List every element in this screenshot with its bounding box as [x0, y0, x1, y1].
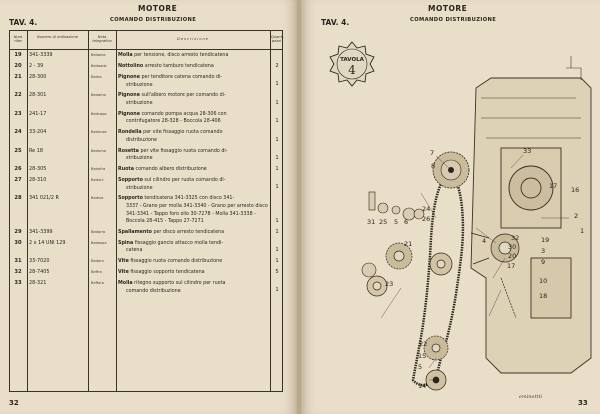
part-detail: per disco arresto tendicatena — [153, 229, 225, 235]
col-header-description: Descrizione — [177, 37, 209, 41]
part-description — [118, 52, 268, 60]
description-continuation: stribuzione — [126, 185, 153, 191]
telegraphic-note: Beffaro — [91, 281, 104, 285]
part-description — [118, 111, 268, 126]
quantity: 1 — [275, 287, 279, 294]
quantity: 5 — [275, 269, 279, 275]
callout-14: 14 — [418, 382, 427, 390]
part-name: Pignone — [118, 93, 140, 99]
quantity: 2 — [275, 63, 279, 69]
part-name: Pignone — [118, 75, 140, 80]
callout-17b: 17 — [507, 262, 516, 270]
part-detail: per tensione, disco arresto tendicatena — [134, 53, 229, 58]
part-description — [118, 258, 268, 266]
callout-10: 10 — [539, 277, 548, 285]
part-name: Vite — [118, 259, 129, 264]
callout-30: 30 — [508, 243, 517, 251]
parts-table — [9, 30, 283, 392]
page-title: MOTORE — [138, 4, 178, 13]
order-code: 2 - 39 — [29, 63, 44, 69]
ref-number: 32 — [14, 269, 22, 275]
description-line — [118, 129, 268, 137]
part-detail: sul cilindro per ruota comando di- — [144, 178, 226, 183]
part-description — [118, 280, 268, 295]
callout-5a: 5 — [394, 218, 399, 226]
table-number-right: TAV. 4. — [321, 18, 350, 27]
order-code: 28-7405 — [29, 269, 50, 275]
ref-number: 30 — [14, 239, 22, 246]
description-line — [118, 92, 268, 100]
order-code: 341 021/2 R — [29, 195, 59, 202]
part-detail: per tenditore catena comando di- — [141, 75, 223, 80]
callout-4: 4 — [482, 237, 487, 245]
col-header-qty: Quanti- pezzi — [271, 35, 285, 44]
part-detail: tendicatena 341-3325 con disco 341- — [144, 196, 235, 202]
description-line — [118, 195, 268, 203]
part-detail: fissaggio ruota comando distribuzione — [130, 259, 223, 264]
part-name: Sopporto — [118, 178, 143, 183]
order-code: 28-300 — [29, 74, 47, 80]
telegraphic-note: Bedero — [91, 259, 104, 263]
callout-25: 25 — [379, 218, 388, 226]
order-code: 341-3399 — [29, 228, 53, 235]
tavola-badge — [328, 40, 376, 88]
description-line — [118, 177, 268, 185]
quantity: 1 — [275, 166, 279, 172]
part-detail: fissaggio sopporto tendicatena — [130, 270, 205, 275]
col-header-code: Numero di ordinazione — [37, 35, 78, 39]
part-description — [118, 74, 268, 89]
col-header-material: Nota telegrafica — [92, 35, 112, 44]
callout-19: 19 — [541, 236, 550, 244]
callout-2: 2 — [574, 212, 579, 220]
part-description — [118, 229, 268, 237]
quantity: 1 — [275, 136, 279, 143]
callout-21: 21 — [404, 240, 413, 248]
telegraphic-note: Bedaspa — [91, 240, 107, 245]
part-detail: comando albero distribuzione — [135, 167, 207, 172]
description-line — [118, 63, 268, 71]
quantity: 1 — [275, 258, 279, 264]
part-detail: sull'albero motore per comando di- — [141, 93, 226, 99]
description-line — [118, 229, 268, 237]
left-page — [0, 0, 297, 414]
telegraphic-note: Bedcapo — [91, 111, 107, 116]
telegraphic-note: Bedunze — [91, 130, 107, 135]
telegraphic-note: Bedufra — [91, 167, 106, 171]
ref-number: 20 — [14, 63, 22, 69]
part-name: Pignone — [118, 111, 140, 117]
part-description — [118, 240, 268, 255]
part-description — [118, 195, 268, 225]
telegraphic-note: Beduni — [91, 178, 104, 182]
badge-label: TAVOLA — [340, 57, 364, 63]
part-description — [118, 148, 268, 163]
part-detail: arresto tamburo tendicatena — [144, 64, 214, 69]
description-continuation: 3337 - Grano per molla 341-3340 - Grano per arresto disco 341-3341 - Tappo foro olio 30-7278 - Molla 341-3338 - Boccola 28-415 - Tappo 27-7271 — [126, 203, 268, 225]
order-code: 28-301 — [29, 92, 47, 99]
description-continuation: comando distribuzione — [126, 288, 181, 294]
description-line — [118, 240, 268, 248]
part-description — [118, 63, 268, 71]
callout-8: 8 — [431, 162, 436, 170]
page-subtitle: COMANDO DISTRIBUZIONE — [110, 17, 197, 23]
order-code: 33-204 — [29, 129, 47, 136]
part-detail: per vite fissaggio ruota comando — [143, 130, 223, 136]
telegraphic-note: Bedarro — [91, 229, 106, 234]
ref-number: 29 — [14, 228, 22, 235]
callout-18: 18 — [539, 292, 548, 300]
table-number: TAV. 4. — [9, 18, 38, 27]
description-line — [118, 166, 268, 174]
ref-number: 19 — [14, 52, 22, 58]
part-detail: per vite fissaggio ruota comando di- — [140, 148, 228, 154]
page-number-right: 33 — [578, 399, 588, 407]
order-code: Re 18 — [29, 147, 43, 154]
callout-1: 1 — [580, 227, 585, 235]
telegraphic-note: Bedroz — [91, 196, 104, 201]
part-description — [118, 177, 268, 192]
callout-16: 16 — [571, 186, 580, 194]
ref-number: 33 — [14, 280, 22, 286]
part-detail: fissaggio gancio attacco molla tendi- — [134, 240, 224, 246]
part-description — [118, 92, 268, 107]
part-description — [118, 269, 268, 277]
part-name: Vite — [118, 270, 129, 275]
description-line — [118, 269, 268, 277]
ref-number: 31 — [14, 258, 22, 264]
ref-number: 26 — [14, 166, 22, 172]
callout-32: 32 — [511, 234, 520, 242]
callout-23: 23 — [385, 280, 394, 288]
description-line — [118, 52, 268, 60]
part-description — [118, 129, 268, 144]
order-code: 2 x 14 UNI 129 — [29, 239, 66, 246]
part-description — [118, 166, 268, 174]
description-continuation: distribuzione — [126, 137, 157, 143]
description-line — [118, 74, 268, 82]
callout-33: 33 — [523, 147, 532, 155]
callout-6: 6 — [404, 218, 409, 226]
part-name: Nottolino — [118, 64, 144, 69]
order-code: 341-3339 — [29, 52, 53, 58]
telegraphic-note: Bedumo — [91, 148, 106, 153]
telegraphic-note: Bedra — [91, 75, 102, 79]
telegraphic-note: Bedonia — [91, 53, 106, 57]
description-continuation: stribuzione — [126, 100, 153, 106]
page-subtitle-right: COMANDO DISTRIBUZIONE — [410, 17, 497, 23]
ref-number: 28 — [14, 195, 22, 202]
description-continuation: catena — [126, 248, 143, 254]
callout-22: 22 — [419, 340, 428, 348]
quantity: 1 — [275, 118, 279, 125]
quantity: 1 — [275, 154, 279, 161]
quantity: 1 — [275, 228, 279, 235]
ref-number: 25 — [14, 147, 22, 154]
ref-number: 23 — [14, 110, 22, 117]
order-code: 241-17 — [29, 110, 47, 117]
part-name: Molla — [118, 53, 133, 58]
illustrator-signature: eminettti — [519, 394, 543, 400]
telegraphic-note: Bedamo — [91, 93, 106, 98]
part-name: Sopporto — [118, 196, 143, 202]
description-continuation: stribuzione — [126, 156, 153, 162]
quantity: 1 — [275, 81, 279, 88]
callout-24: 24 — [422, 205, 431, 213]
ref-number: 27 — [14, 177, 22, 183]
page-title-right: MOTORE — [428, 4, 468, 13]
part-detail: ritegno supporto sul cilindro per ruota — [134, 281, 226, 286]
callout-9: 9 — [541, 258, 546, 266]
description-continuation: stribuzione — [126, 82, 153, 88]
quantity: 1 — [275, 217, 279, 224]
callout-31: 31 — [367, 218, 376, 226]
callout-26: 26 — [422, 215, 431, 223]
part-name: Ruota — [118, 167, 134, 172]
order-code: 33-7020 — [29, 258, 50, 264]
callout-3: 3 — [541, 247, 546, 255]
telegraphic-note: Bedoadz — [91, 64, 107, 68]
part-name: Spina — [118, 240, 134, 246]
description-line — [118, 111, 268, 119]
ref-number: 21 — [14, 74, 22, 80]
part-name: Rosetta — [118, 148, 139, 154]
part-detail: comando pompa acqua 28-306 con — [141, 111, 227, 117]
quantity: 1 — [275, 184, 279, 191]
telegraphic-note: Beffra — [91, 270, 102, 274]
page-number-left: 32 — [9, 399, 19, 407]
part-name: Spallamento — [118, 229, 152, 235]
description-line — [118, 258, 268, 266]
badge-number: 4 — [348, 63, 356, 77]
col-header-num: Num. rifer. — [13, 35, 24, 44]
ref-number: 24 — [14, 129, 22, 136]
order-code: 28-321 — [29, 280, 47, 286]
callout-15: 15 — [418, 352, 427, 360]
order-code: 28-305 — [29, 166, 47, 172]
callout-7: 7 — [430, 149, 435, 157]
description-line — [118, 280, 268, 288]
description-continuation: contrifugatore 28-328 - Boccola 28-406 — [126, 119, 221, 125]
ref-number: 22 — [14, 92, 22, 99]
part-name: Molla — [118, 281, 133, 286]
quantity: 1 — [275, 246, 279, 253]
callout-17a: 17 — [549, 182, 558, 190]
description-line — [118, 148, 268, 156]
callout-20: 20 — [508, 252, 517, 260]
quantity: 1 — [275, 99, 279, 106]
part-name: Rondella — [118, 130, 142, 136]
order-code: 28-310 — [29, 177, 47, 183]
callout-5b: 5 — [418, 363, 423, 371]
